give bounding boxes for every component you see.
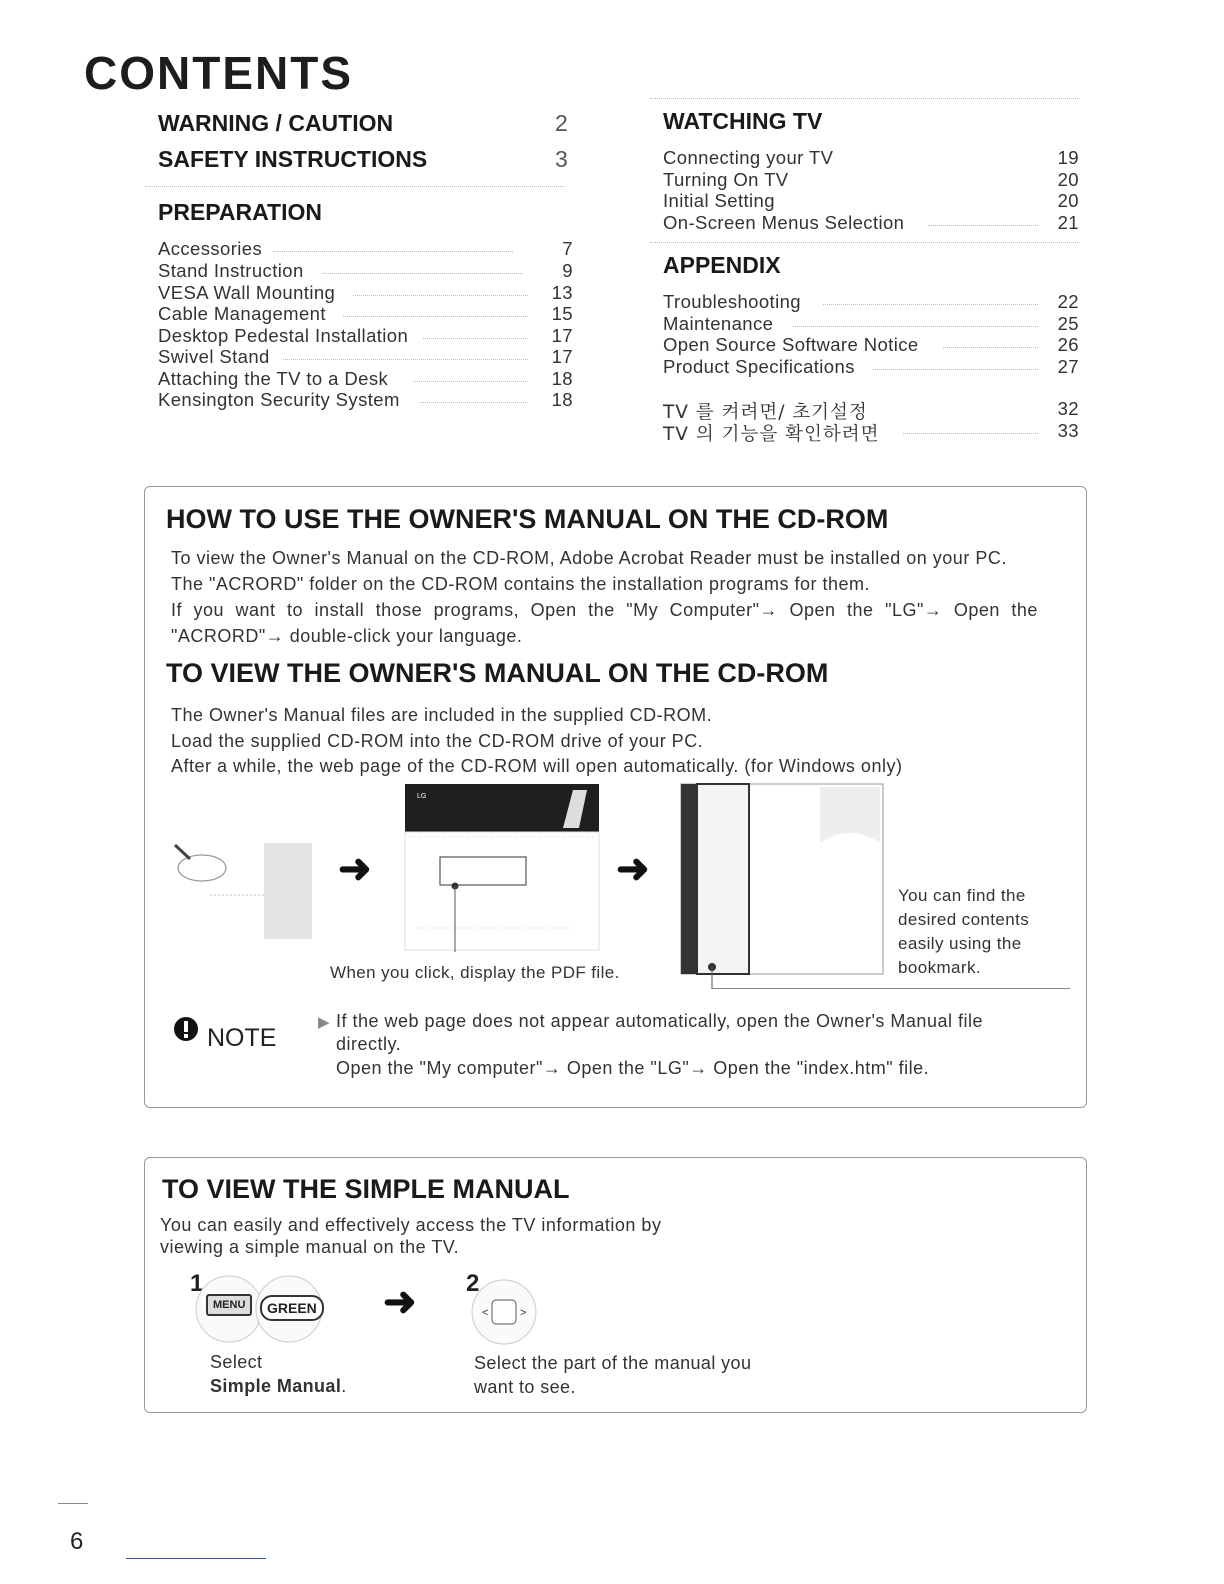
svg-text:>: > <box>520 1307 527 1319</box>
divider <box>145 186 565 187</box>
toc-heading-preparation: PREPARATION <box>158 199 322 225</box>
page-number: 6 <box>70 1528 84 1555</box>
simple-line-1: You can easily and effectively access the TV information by <box>160 1215 662 1235</box>
toc-heading-warning[interactable]: WARNING / CAUTION <box>158 110 394 136</box>
toc-entry-label: Connecting your TV <box>663 147 834 168</box>
toc-entry-page: 13 <box>551 282 573 303</box>
note-label: NOTE <box>207 1024 277 1052</box>
step-2-caption: Select the part of the manual you want to see. <box>474 1353 752 1397</box>
toc-entry-label: Desktop Pedestal Installation <box>158 325 409 346</box>
view-line-3: After a while, the web page of the CD-ROM will open automatically. (for Windows only) <box>171 756 903 776</box>
step-1-caption-select: Select <box>210 1352 263 1372</box>
divider <box>650 98 1080 99</box>
green-button[interactable]: GREEN <box>260 1295 324 1321</box>
toc-entry-label: Accessories <box>158 238 263 259</box>
toc-entry-page: 15 <box>551 303 573 324</box>
arrow-right-icon: ➜ <box>616 847 650 891</box>
divider <box>650 242 1080 243</box>
how-to-line-4: "ACRORD"→ double-click your language. <box>171 626 523 646</box>
toc-heading-watching: WATCHING TV <box>663 108 823 134</box>
view-line-2: Load the supplied CD-ROM into the CD-ROM drive of your PC. <box>171 731 704 751</box>
toc-heading-appendix: APPENDIX <box>663 252 781 278</box>
step-1-number: 1 <box>190 1270 204 1297</box>
toc-entry-page: 17 <box>551 346 573 367</box>
navigation-pad-icon <box>468 1276 540 1348</box>
view-manual-title: TO VIEW THE OWNER'S MANUAL ON THE CD-ROM <box>166 658 829 688</box>
how-to-line-3: If you want to install those programs, Open the "My Computer"→ Open the "LG"→ Open the <box>171 600 1038 620</box>
toc-page-safety: 3 <box>555 146 568 172</box>
toc-entry-page: 20 <box>1057 169 1079 190</box>
toc-entry-page: 22 <box>1057 291 1079 312</box>
note-line-3: Open the "My computer"→ Open the "LG"→ Open the "index.htm" file. <box>336 1058 930 1078</box>
toc-entry-label: Maintenance <box>663 313 774 334</box>
toc-page-warning: 2 <box>555 110 568 136</box>
arrow-right-icon: ➜ <box>383 1280 417 1324</box>
toc-entry-page: 27 <box>1057 356 1079 377</box>
how-to-title: HOW TO USE THE OWNER'S MANUAL ON THE CD-ROM <box>166 504 889 534</box>
cdrom-webpage-screenshot <box>403 782 603 954</box>
toc-entry-label: Initial Setting <box>663 190 775 211</box>
toc-entry-label: Cable Management <box>158 303 326 324</box>
toc-entry-label: Turning On TV <box>663 169 789 190</box>
menu-button[interactable]: MENU <box>206 1294 252 1316</box>
screen-logo: LG <box>417 793 427 800</box>
toc-entry-label: Attaching the TV to a Desk <box>158 368 389 389</box>
toc-entry-label: TV 의 기능을 확인하려면 <box>663 424 880 445</box>
toc-entry-page: 18 <box>551 389 573 410</box>
toc-entry-page: 9 <box>562 260 573 281</box>
step-1-caption: Simple Manual. <box>210 1376 347 1396</box>
toc-entry-page: 7 <box>562 238 573 259</box>
toc-entry-page: 18 <box>551 368 573 389</box>
bookmark-caption: You can find the desired contents easily using the bookmark. <box>898 886 1030 977</box>
simple-manual-title: TO VIEW THE SIMPLE MANUAL <box>162 1174 570 1204</box>
footer-rule <box>58 1503 88 1504</box>
note-icon <box>172 1015 200 1043</box>
bullet-icon: ▶ <box>318 1014 330 1031</box>
toc-entry-label: Swivel Stand <box>158 346 270 367</box>
how-to-line-2: The "ACRORD" folder on the CD-ROM contains the installation programs for them. <box>171 574 871 594</box>
toc-heading-safety[interactable]: SAFETY INSTRUCTIONS <box>158 146 428 172</box>
toc-entry-label: Stand Instruction <box>158 260 304 281</box>
toc-entry-page: 20 <box>1057 190 1079 211</box>
toc-entry-page: 17 <box>551 325 573 346</box>
cd-insert-illustration <box>170 835 320 945</box>
how-to-line-1: To view the Owner's Manual on the CD-ROM, Adobe Acrobat Reader must be installed on your PC. <box>171 548 1007 568</box>
toc-entry-label: VESA Wall Mounting <box>158 282 336 303</box>
toc-entry-label: On-Screen Menus Selection <box>663 212 905 233</box>
toc-entry-page: 33 <box>1057 420 1079 441</box>
toc-entry-page: 26 <box>1057 334 1079 355</box>
toc-entry-page: 32 <box>1057 398 1079 419</box>
toc-entry-page: 25 <box>1057 313 1079 334</box>
click-caption: When you click, display the PDF file. <box>330 963 620 982</box>
simple-line-2: viewing a simple manual on the TV. <box>160 1237 460 1257</box>
step-2-number: 2 <box>466 1270 480 1297</box>
toc-entry-label: Troubleshooting <box>663 291 801 312</box>
toc-entry-label: Product Specifications <box>663 356 855 377</box>
view-line-1: The Owner's Manual files are included in the supplied CD-ROM. <box>171 705 713 725</box>
note-line-2: directly. <box>336 1034 402 1054</box>
toc-entry-page: 19 <box>1057 147 1079 168</box>
toc-entry-page: 21 <box>1057 212 1079 233</box>
pdf-bookmark-screenshot <box>680 783 890 993</box>
toc-entry-label: Kensington Security System <box>158 389 400 410</box>
bookmark-pointer-line <box>712 988 1070 989</box>
toc-entry-label: TV 를 켜려면/ 초기설정 <box>663 402 868 423</box>
svg-text:<: < <box>482 1307 489 1319</box>
simple-manual-menu-name: Simple Manual <box>210 1376 342 1396</box>
note-line-1: If the web page does not appear automatically, open the Owner's Manual file <box>336 1011 983 1031</box>
page-title: CONTENTS <box>84 47 353 99</box>
toc-entry-label: Open Source Software Notice <box>663 334 919 355</box>
footer-link-rule <box>126 1558 266 1559</box>
arrow-right-icon: ➜ <box>338 847 372 891</box>
